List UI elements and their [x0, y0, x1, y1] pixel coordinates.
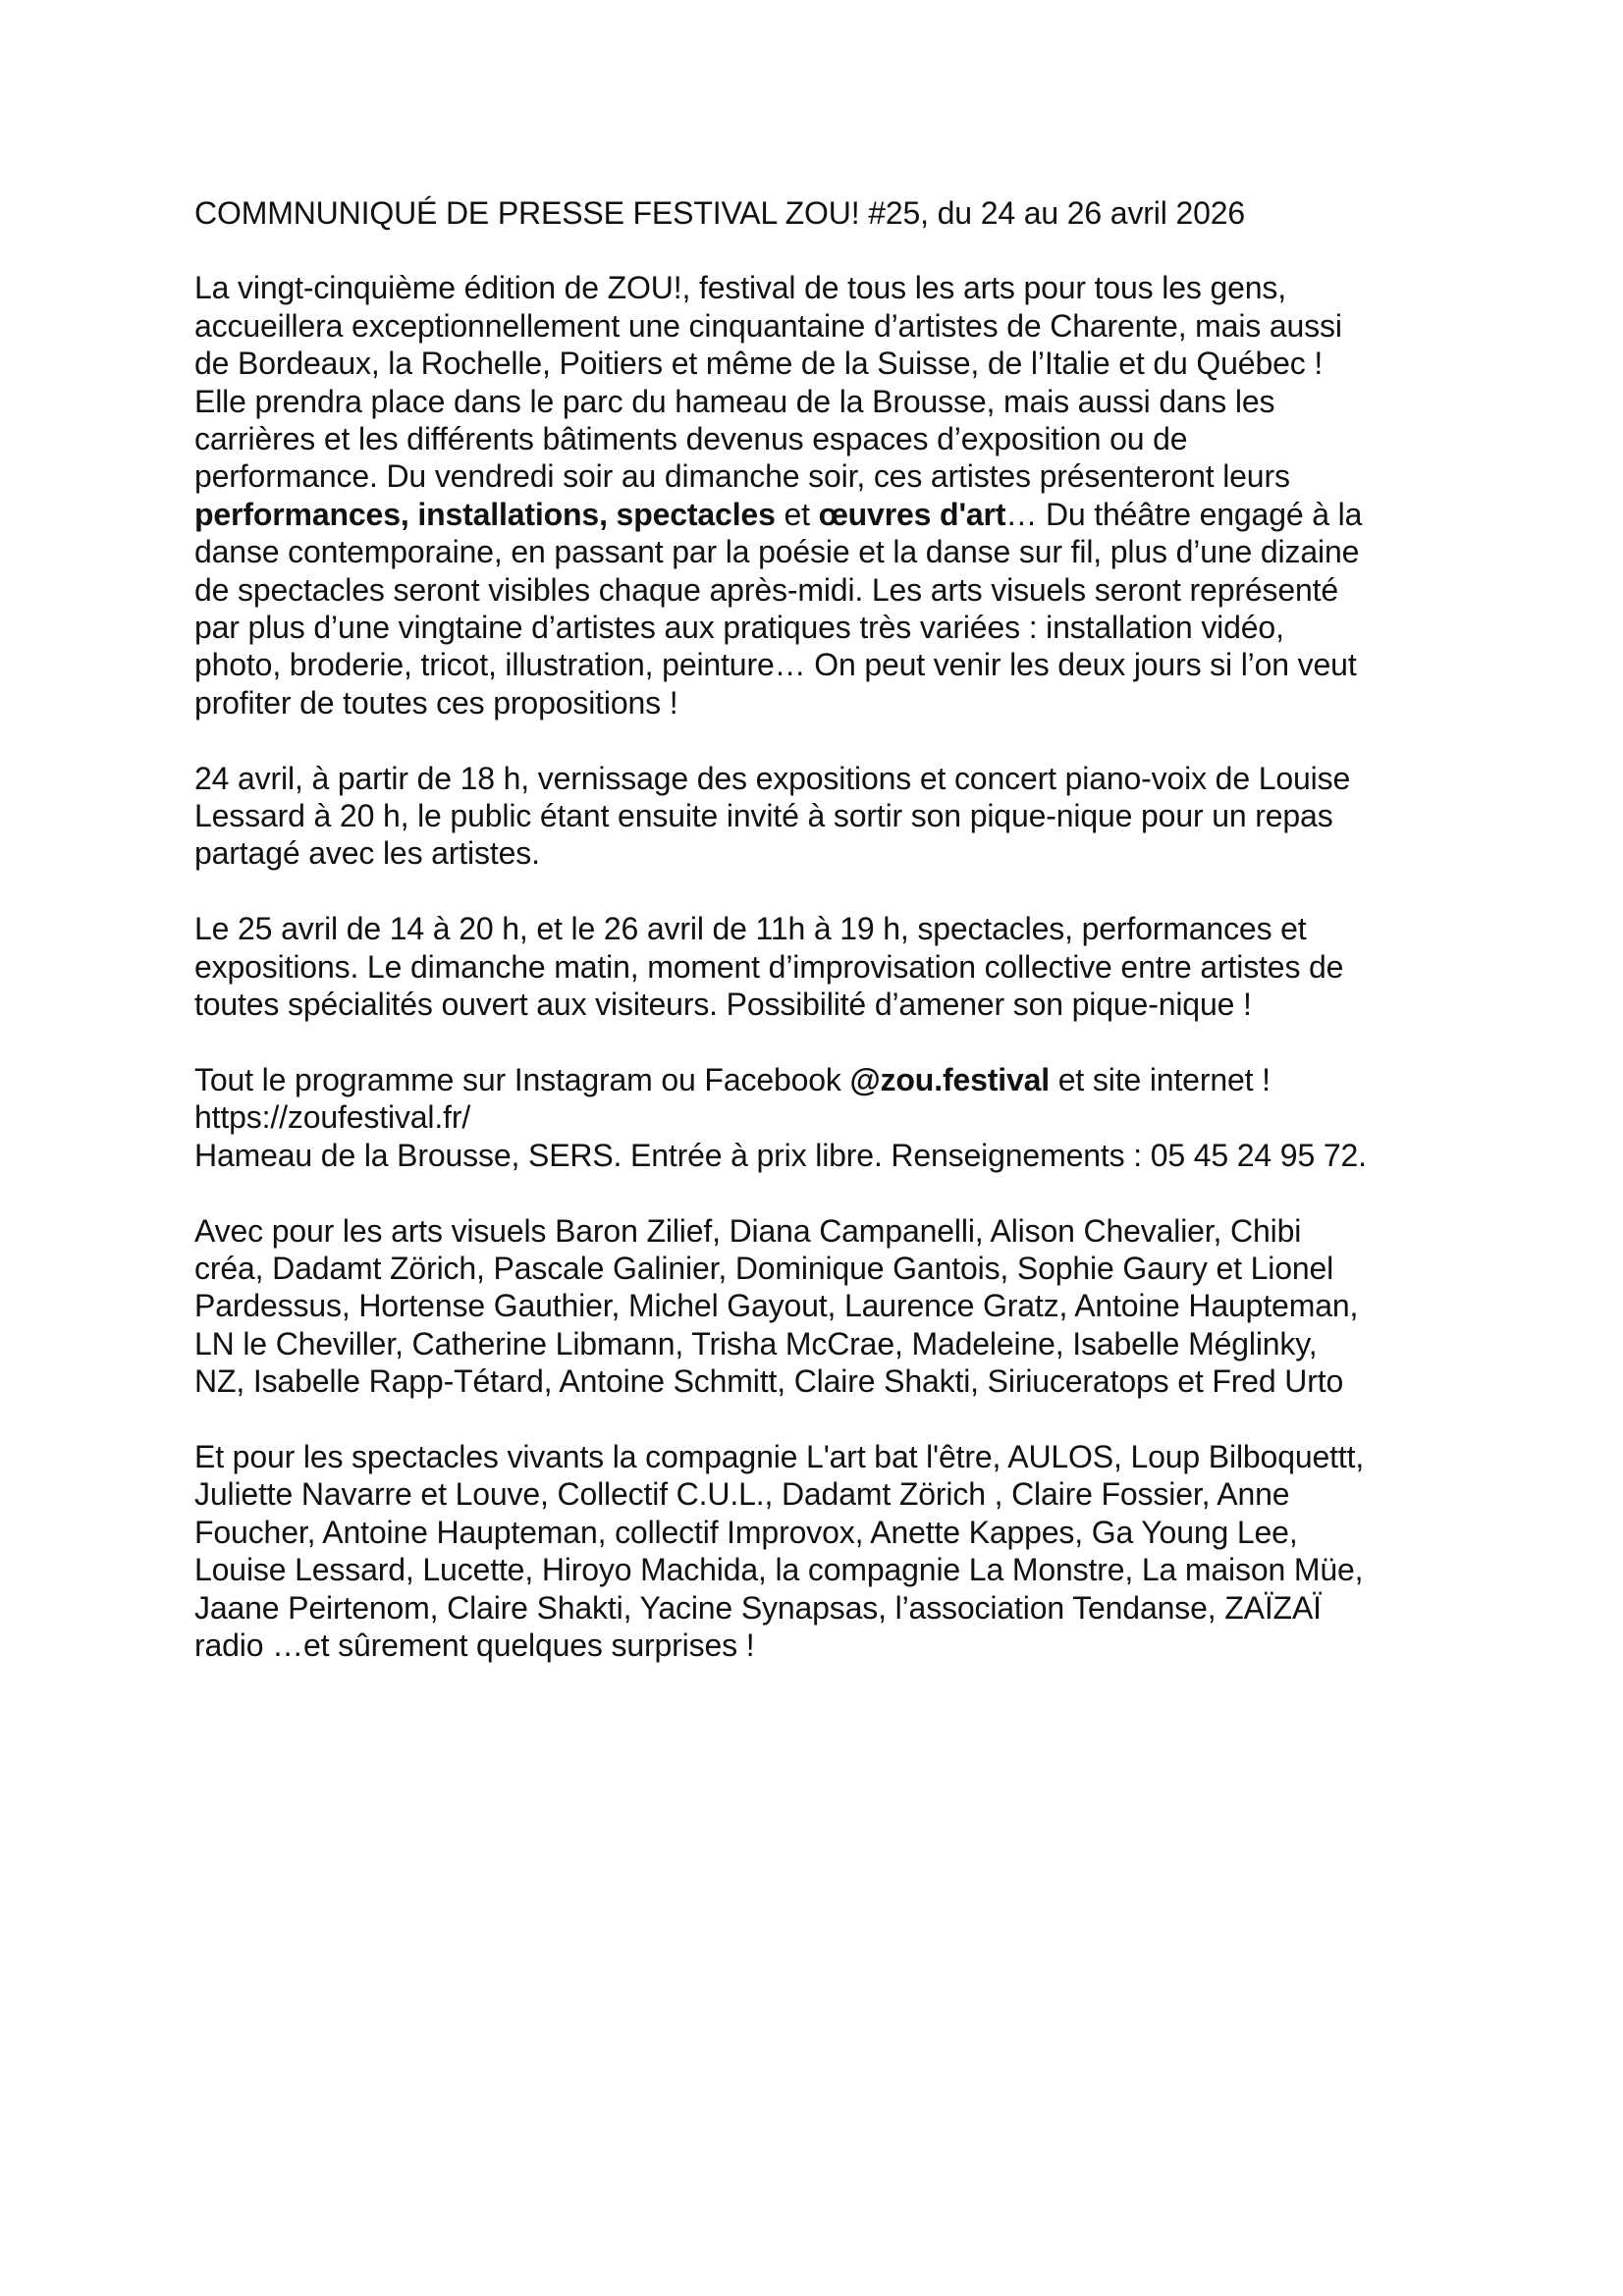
press-release-title: COMMNUNIQUÉ DE PRESSE FESTIVAL ZOU! #25, du 24 au 26 avril 2026: [194, 195, 1246, 231]
text-line: de Bordeaux, la Rochelle, Poitiers et même de la Suisse, de l’Italie et du Québec !: [194, 346, 1324, 382]
text-line: Pardessus, Hortense Gauthier, Michel Gayout, Laurence Gratz, Antoine Haupteman,: [194, 1288, 1359, 1324]
text-line: Louise Lessard, Lucette, Hiroyo Machida, la compagnie La Monstre, La maison Müe,: [194, 1552, 1364, 1588]
text-line: photo, broderie, tricot, illustration, peinture… On peut venir les deux jours si l’on veut: [194, 647, 1357, 683]
bold-text-performances: performances, installations, spectacles: [194, 496, 776, 532]
text-line: performance. Du vendredi soir au dimanche soir, ces artistes présenteront leurs: [194, 458, 1290, 495]
text-line: Foucher, Antoine Haupteman, collectif Improvox, Anette Kappes, Ga Young Lee,: [194, 1514, 1298, 1550]
text-line: Et pour les spectacles vivants la compagnie L'art bat l'être, AULOS, Loup Bilboquettt,: [194, 1438, 1365, 1474]
text-line: Juliette Navarre et Louve, Collectif C.U.L., Dadamt Zörich , Claire Fossier, Anne: [194, 1476, 1290, 1513]
text-line: de spectacles seront visibles chaque après-midi. Les arts visuels seront représenté: [194, 571, 1339, 608]
text-line: Le 25 avril de 14 à 20 h, et le 26 avril de 11h à 19 h, spectacles, performances et: [194, 911, 1307, 947]
info-paragraph: [194, 1061, 1471, 1174]
text-line: par plus d’une vingtaine d’artistes aux pratiques très variées : installation vidéo,: [194, 610, 1284, 646]
text-line: 24 avril, à partir de 18 h, vernissage des expositions et concert piano-voix de Louise: [194, 760, 1351, 796]
text-line: accueillera exceptionnellement une cinquantaine d’artistes de Charente, mais aussi: [194, 307, 1342, 344]
text-line: Lessard à 20 h, le public étant ensuite invité à sortir son pique-nique pour un repas: [194, 798, 1333, 834]
text-fragment: Tout le programme sur Instagram ou Facebook: [194, 1061, 850, 1097]
visual-arts-paragraph: [194, 1212, 1471, 1401]
social-handle: @zou.festival: [849, 1061, 1051, 1097]
text-line: La vingt-cinquième édition de ZOU!, festival de tous les arts pour tous les gens,: [194, 270, 1286, 306]
text-line: danse contemporaine, en passant par la poésie et la danse sur fil, plus d’une dizaine: [194, 534, 1360, 570]
venue-info: Hameau de la Brousse, SERS. Entrée à prix libre. Renseignements : 05 45 24 95 72.: [194, 1137, 1367, 1173]
press-release-document: [194, 194, 1471, 1702]
text-line: [194, 1061, 1471, 1098]
text-line: partagé avec les artistes.: [194, 835, 540, 872]
text-line: expositions. Le dimanche matin, moment d’improvisation collective entre artistes de: [194, 948, 1344, 985]
text-line: profiter de toutes ces propositions !: [194, 684, 678, 721]
text-fragment: et site internet !: [1050, 1061, 1271, 1097]
intro-paragraph: [194, 269, 1471, 721]
text-fragment: … Du théâtre engagé à la: [1005, 496, 1363, 532]
bold-text-oeuvres: œuvres d'art: [818, 496, 1006, 532]
text-line: NZ, Isabelle Rapp-Tétard, Antoine Schmitt, Claire Shakti, Siriuceratops et Fred Urto: [194, 1363, 1344, 1400]
live-shows-paragraph: [194, 1438, 1471, 1664]
weekend-paragraph: [194, 910, 1471, 1023]
text-fragment: et: [775, 496, 819, 532]
text-line: [194, 496, 1471, 533]
friday-paragraph: [194, 760, 1471, 873]
text-line: Jaane Peirtenom, Claire Shakti, Yacine Synapsas, l’association Tendanse, ZAÏZAÏ: [194, 1589, 1322, 1626]
text-line: créa, Dadamt Zörich, Pascale Galinier, Dominique Gantois, Sophie Gaury et Lionel: [194, 1250, 1334, 1286]
text-line: carrières et les différents bâtiments devenus espaces d’exposition ou de: [194, 421, 1188, 457]
text-line: toutes spécialités ouvert aux visiteurs. Possibilité d’amener son pique-nique !: [194, 987, 1252, 1023]
website-url: https://zoufestival.fr/: [194, 1099, 471, 1136]
text-line: Avec pour les arts visuels Baron Zilief, Diana Campanelli, Alison Chevalier, Chibi: [194, 1212, 1302, 1249]
text-line: Elle prendra place dans le parc du hameau de la Brousse, mais aussi dans les: [194, 383, 1275, 419]
text-line: radio …et sûrement quelques surprises !: [194, 1627, 755, 1663]
text-line: LN le Cheviller, Catherine Libmann, Trisha McCrae, Madeleine, Isabelle Méglinky,: [194, 1325, 1318, 1362]
